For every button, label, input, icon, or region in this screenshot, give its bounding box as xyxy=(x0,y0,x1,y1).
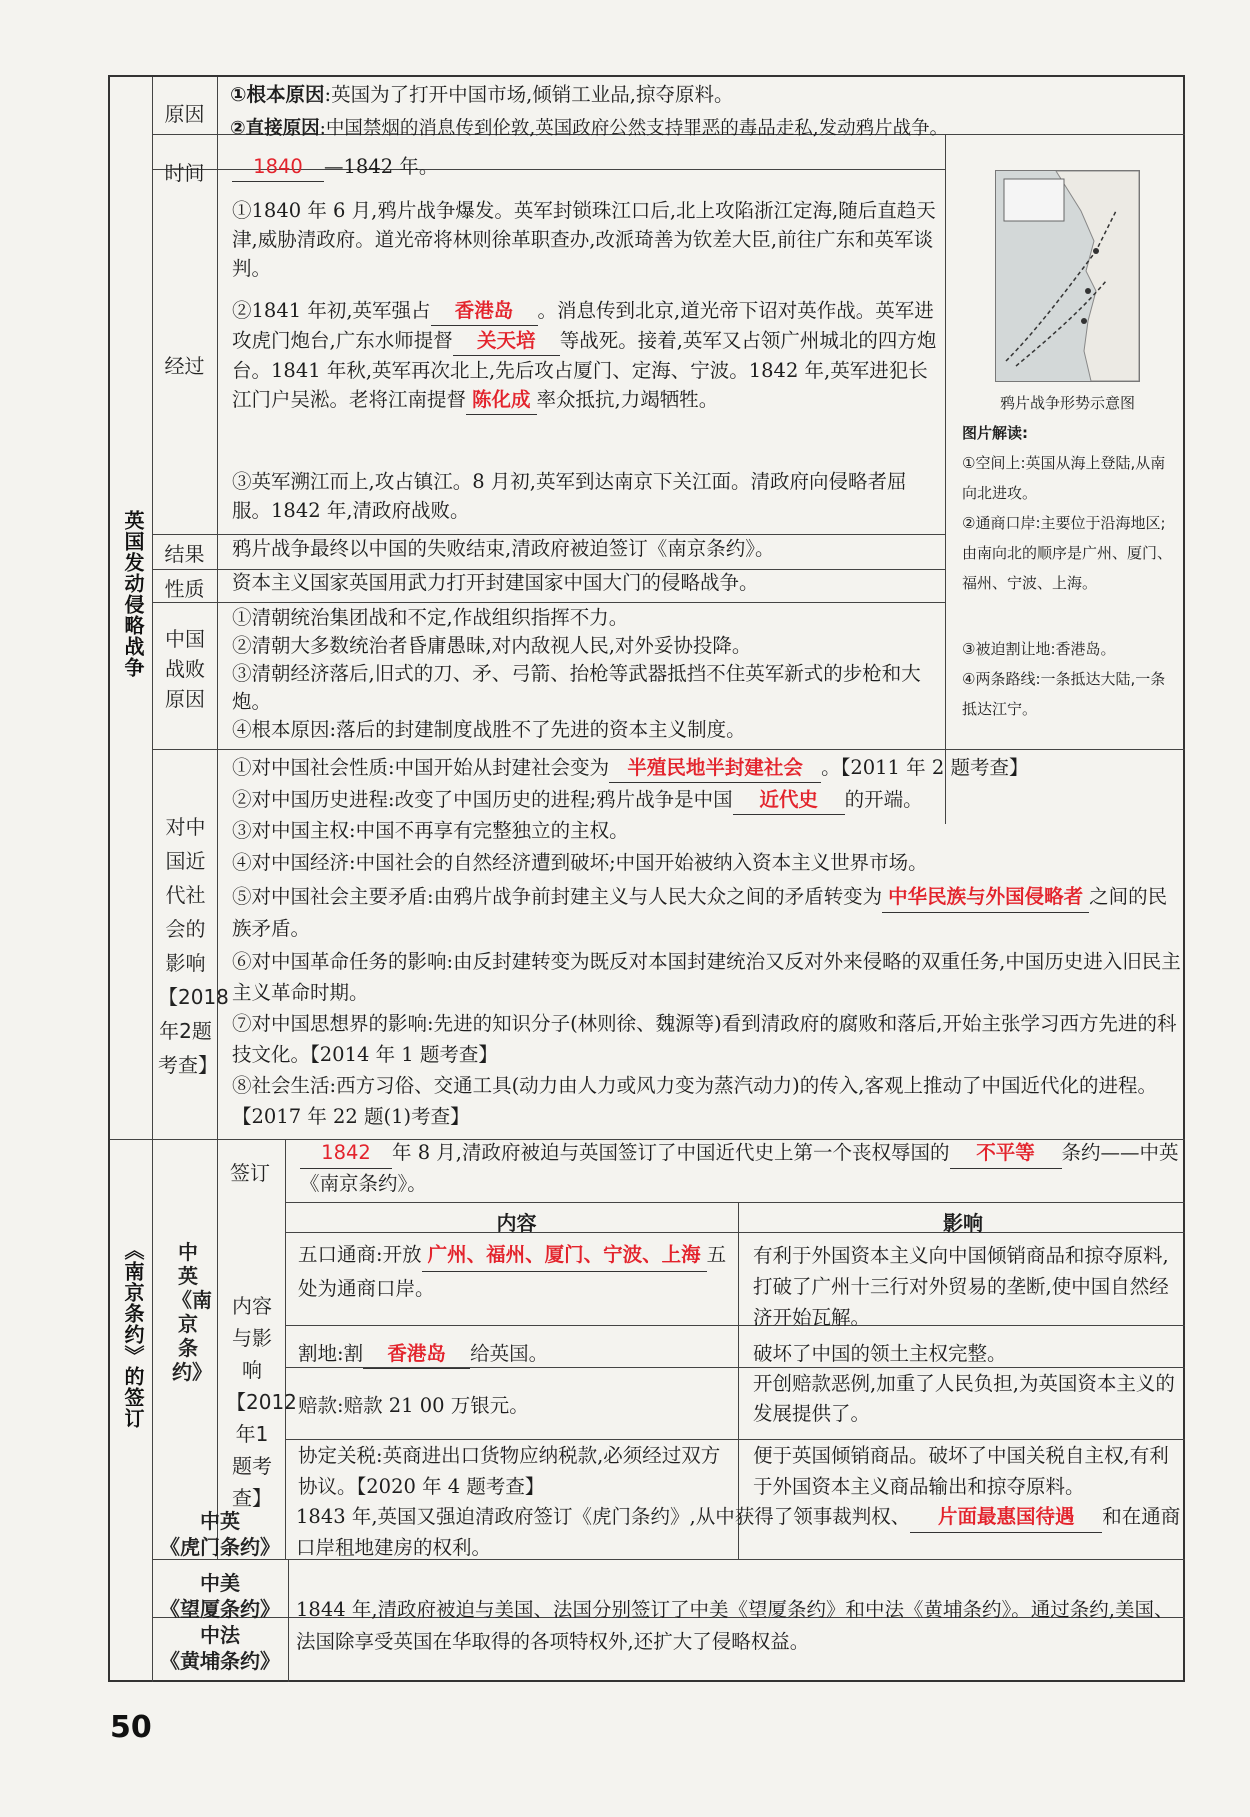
answer-hongkong-2: 香港岛 xyxy=(363,1340,470,1369)
divider xyxy=(152,77,153,1682)
wx-label-1: 中美 xyxy=(200,1571,240,1595)
answer-unequal: 不平等 xyxy=(950,1138,1062,1169)
cause-direct-label: ②直接原因 xyxy=(230,118,320,139)
divider xyxy=(217,1139,218,1559)
time-answer: 1840 xyxy=(232,153,324,182)
humen-label-2: 《虎门条约》 xyxy=(160,1535,280,1559)
impact-5 xyxy=(232,881,1182,944)
impact-e4: 便于英国倾销商品。破坏了中国关税自主权,有利于外国资本主义商品输出和掠夺原料。 xyxy=(753,1444,1169,1498)
sign-text xyxy=(300,1138,1180,1199)
wx-label-3: 中法 xyxy=(200,1623,240,1647)
defeat-l4: ④根本原因:落后的封建制度战胜不了先进的资本主义制度。 xyxy=(232,718,746,741)
cause-direct-text: :中国禁烟的消息传到伦敦,英国政府公然支持罪恶的毒品走私,发动鸦片战争。 xyxy=(319,118,949,139)
row-label-cause: 原因 xyxy=(164,102,205,126)
answer-five-ports: 广州、福州、厦门、宁波、上海 xyxy=(422,1238,707,1272)
cause-line-2 xyxy=(230,115,1180,143)
map-reading-1: ①空间上:英国从海上登陆,从南向北进攻。 xyxy=(962,454,1166,502)
divider xyxy=(945,134,946,824)
cause-line-1 xyxy=(230,81,1070,109)
row-label-time: 时间 xyxy=(164,161,205,185)
humen-text-b: 和在通商口岸租地建房的权利。 xyxy=(296,1505,1181,1559)
process-p2 xyxy=(232,296,937,415)
sign-text-1: 年 8 月,清政府被迫与英国签订了中国近代史上第一个丧权辱国的 xyxy=(392,1141,950,1164)
divider xyxy=(288,1559,289,1682)
impact-6: ⑥对中国革命任务的影响:由反封建转变为既反对本国封建统治又反对外来侵略的双重任务,中国历史进入旧民主主义革命时期。 xyxy=(232,950,1181,1004)
time-rest: —1842 年。 xyxy=(324,155,439,178)
impact-7: ⑦对中国思想界的影响:先进的知识分子(林则徐、魏源等)看到清政府的腐败和落后,开始主张学习西方先进的科技文化。【2014 年 1 题考查】 xyxy=(232,1012,1177,1066)
process-p1: ①1840 年 6 月,鸦片战争爆发。英军封锁珠江口后,北上攻陷浙江定海,随后直趋天津,威胁清政府。道光帝将林则徐革职查办,改派琦善为钦差大臣,前往广东和英军谈判。 xyxy=(232,199,936,280)
row-label-content: 内容与影响【2012年1题考查】 xyxy=(226,1294,297,1510)
defeat-l1: ①清朝统治集团战和不定,作战组织指挥不力。 xyxy=(232,606,629,629)
content-2a: 割地:割 xyxy=(298,1342,364,1365)
row-label-humen xyxy=(155,1508,285,1560)
answer-nation-vs-invaders: 中华民族与外国侵略者 xyxy=(882,881,1089,913)
row-label-nanjing: 中英《南京条约》 xyxy=(172,1240,212,1384)
row-label-nature: 性质 xyxy=(164,577,205,601)
map-icon xyxy=(996,171,1139,381)
process-p2b: 。消息传到北京,道光帝下诏对英作战。英军进攻虎门炮台,广东水师提督 xyxy=(232,299,934,352)
humen-label-1: 中英 xyxy=(200,1509,240,1533)
divider xyxy=(152,602,945,603)
divider xyxy=(152,749,1185,750)
process-p3: ③英军溯江而上,攻占镇江。8 月初,英军到达南京下关江面。清政府向侵略者屈服。1842 年,清政府战败。 xyxy=(232,470,907,522)
row-label-defeat: 中国战败原因 xyxy=(165,627,205,711)
side-label-treaty: 《南京条约》的签订 xyxy=(121,1240,145,1429)
impact-1a: ①对中国社会性质:中国开始从封建社会变为 xyxy=(232,756,610,779)
answer-mfn: 片面最惠国待遇 xyxy=(910,1502,1102,1533)
content-1a: 五口通商:开放 xyxy=(298,1243,422,1266)
impact-e3: 开创赔款恶例,加重了人民负担,为英国资本主义的发展提供了。 xyxy=(753,1372,1175,1425)
process-p2c: 等战死。接着,英军又占领广州城北的四方炮台。1841 年秋,英军再次北上,先后攻占厦门、定海、宁波。1842 年,英军进犯长江门户吴淞。老将江南提督 xyxy=(232,329,937,411)
wx-label-2: 《望厦条约》 xyxy=(160,1597,280,1621)
row-label-sign: 签订 xyxy=(230,1161,270,1185)
content-1 xyxy=(298,1238,738,1305)
impact-e1: 有利于外国资本主义向中国倾销商品和掠夺原料,打破了广州十三行对外贸易的垄断,使中国自然经济开始瓦解。 xyxy=(753,1244,1169,1329)
map-reading-title: 图片解读: xyxy=(962,424,1028,442)
impact-2a: ②对中国历史进程:改变了中国历史的进程;鸦片战争是中国 xyxy=(232,788,733,811)
wangxia-text: 1844 年,清政府被迫与美国、法国分别签订了中美《望厦条约》和中法《黄埔条约》。通过条约,美国、法国除享受英国在华取得的各项特权外,还扩大了侵略权益。 xyxy=(296,1598,1174,1653)
map-reading-4: ④两条路线:一条抵达大陆,一条抵达江宁。 xyxy=(962,670,1166,718)
wx-label-4: 《黄埔条约》 xyxy=(160,1649,280,1673)
content-4: 协定关税:英商进出口货物应纳税款,必须经过双方协议。【2020 年 4 题考查】 xyxy=(298,1444,721,1498)
content-2b: 给英国。 xyxy=(470,1342,549,1365)
nature-text: 资本主义国家英国用武力打开封建国家中国大门的侵略战争。 xyxy=(232,571,759,594)
row-label-impact: 对中国近代社会的影响【2018年2题考查】 xyxy=(158,815,229,1077)
defeat-l3: ③清朝经济落后,旧式的刀、矛、弓箭、抬枪等武器抵挡不住英军新式的步枪和大炮。 xyxy=(232,662,921,713)
cause-root-text: :英国为了打开中国市场,倾销工业品,掠夺原料。 xyxy=(324,83,734,106)
impact-8: ⑧社会生活:西方习俗、交通工具(动力由人力或风力变为蒸汽动力)的传入,客观上推动了中国近代化的进程。【2017 年 22 题(1)考查】 xyxy=(232,1074,1157,1128)
divider xyxy=(217,77,218,1142)
cause-root-label: ①根本原因 xyxy=(230,83,325,106)
time-text xyxy=(232,153,832,182)
impact-3: ③对中国主权:中国不再享有完整独立的主权。 xyxy=(232,819,629,842)
answer-modern-history: 近代史 xyxy=(733,785,845,815)
humen-text-a: 1843 年,英国又强迫清政府签订《虎门条约》,从中获得了领事裁判权、 xyxy=(296,1505,911,1528)
impact-5b: 之间的民族矛盾。 xyxy=(232,885,1168,940)
answer-hongkong: 香港岛 xyxy=(431,296,538,326)
process-p2a: ②1841 年初,英军强占 xyxy=(232,299,431,322)
col-header-impact: 影响 xyxy=(943,1211,983,1235)
divider xyxy=(285,1202,1185,1203)
side-label-war: 英国发动侵略战争 xyxy=(121,510,145,678)
map-reading-2: ②通商口岸:主要位于沿海地区;由南向北的顺序是广州、厦门、福州、宁波、上海。 xyxy=(962,514,1173,592)
impact-2 xyxy=(232,785,1182,815)
row-label-process: 经过 xyxy=(164,354,205,378)
impact-5a: ⑤对中国社会主要矛盾:由鸦片战争前封建主义与人民大众之间的矛盾转变为 xyxy=(232,885,883,908)
answer-semi-colonial: 半殖民地半封建社会 xyxy=(609,753,821,783)
answer-chen-huacheng: 陈化成 xyxy=(466,385,537,415)
process-p2d: 率众抵抗,力竭牺牲。 xyxy=(536,388,719,411)
content-2 xyxy=(298,1340,738,1369)
result-text: 鸦片战争最终以中国的失败结束,清政府被迫签订《南京条约》。 xyxy=(232,537,775,560)
col-header-content: 内容 xyxy=(496,1211,537,1235)
row-label-result: 结果 xyxy=(164,542,205,566)
answer-1842: 1842 xyxy=(300,1138,392,1169)
page-number: 50 xyxy=(110,1710,152,1745)
impact-4: ④对中国经济:中国社会的自然经济遭到破坏;中国开始被纳入资本主义世界市场。 xyxy=(232,851,928,874)
impact-1b: 。【2011 年 2 题考查】 xyxy=(821,756,1029,779)
content-3: 赔款:赔款 21 00 万银元。 xyxy=(298,1394,529,1417)
war-map xyxy=(995,170,1140,382)
map-reading-3: ③被迫割让地:香港岛。 xyxy=(962,640,1116,658)
humen-text xyxy=(296,1502,1181,1563)
map-caption: 鸦片战争形势示意图 xyxy=(999,394,1135,412)
impact-1 xyxy=(232,753,1182,783)
content-1b: 五处为通商口岸。 xyxy=(298,1243,727,1300)
impact-2b: 的开端。 xyxy=(844,788,923,811)
row-label-wangxia xyxy=(155,1570,285,1674)
impact-e2: 破坏了中国的领土主权完整。 xyxy=(753,1342,1007,1365)
answer-guan-tianpei: 关天培 xyxy=(453,326,560,356)
sign-text-2: 条约——中英《南京条约》。 xyxy=(300,1141,1179,1195)
defeat-l2: ②清朝大多数统治者昏庸愚昧,对内敌视人民,对外妥协投降。 xyxy=(232,634,752,657)
